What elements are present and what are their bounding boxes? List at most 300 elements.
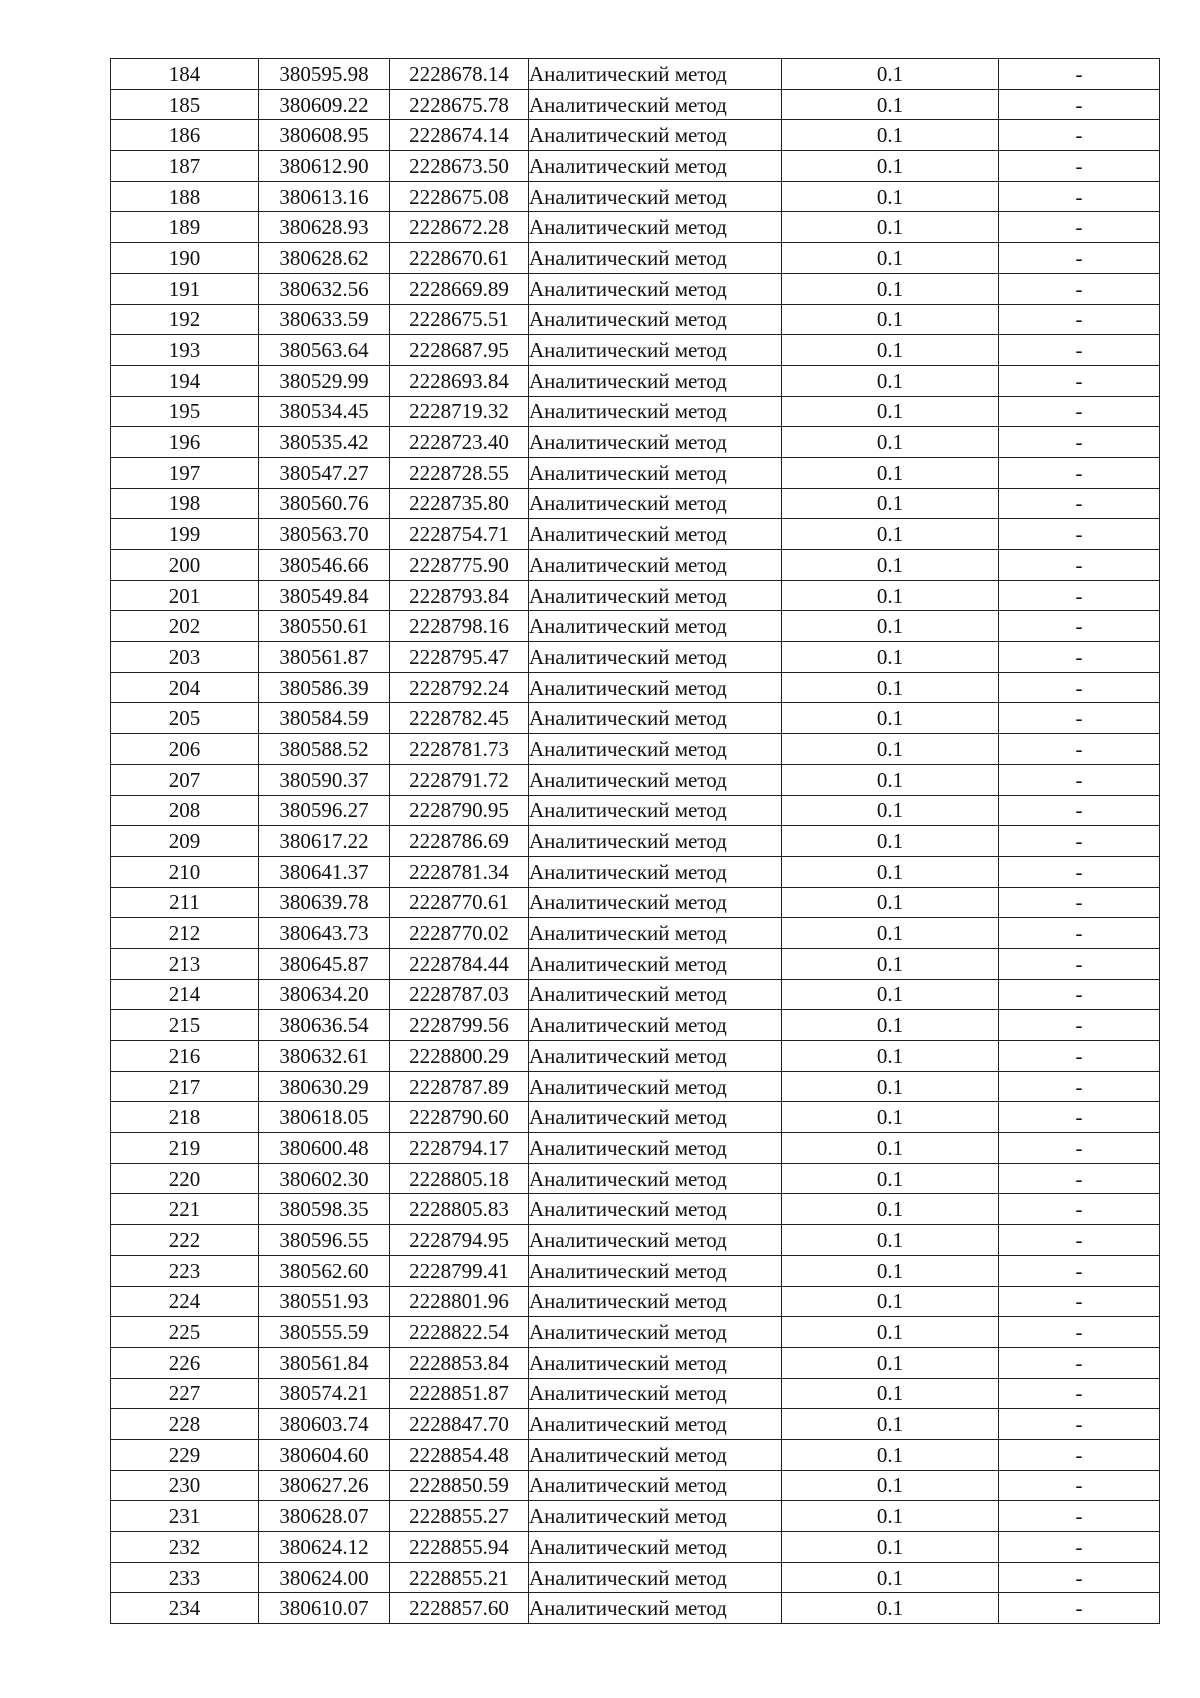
- x-coordinate-cell: 380561.87: [259, 642, 390, 673]
- point-number-cell: 228: [111, 1409, 259, 1440]
- table-row: [111, 1010, 1160, 1041]
- y-coordinate-cell: 2228787.89: [390, 1071, 529, 1102]
- x-coordinate-cell: 380550.61: [259, 611, 390, 642]
- description-cell: -: [999, 212, 1160, 243]
- x-coordinate-cell: 380633.59: [259, 304, 390, 335]
- x-coordinate-cell: 380534.45: [259, 396, 390, 427]
- x-coordinate-cell: 380604.60: [259, 1439, 390, 1470]
- y-coordinate-cell: 2228792.24: [390, 672, 529, 703]
- description-cell: -: [999, 611, 1160, 642]
- method-cell: Аналитический метод: [529, 948, 782, 979]
- description-cell: -: [999, 1041, 1160, 1072]
- table-row: [111, 335, 1160, 366]
- x-coordinate-cell: 380561.84: [259, 1347, 390, 1378]
- x-coordinate-cell: 380555.59: [259, 1317, 390, 1348]
- method-cell: Аналитический метод: [529, 181, 782, 212]
- y-coordinate-cell: 2228775.90: [390, 550, 529, 581]
- y-coordinate-cell: 2228795.47: [390, 642, 529, 673]
- point-number-cell: 206: [111, 734, 259, 765]
- y-coordinate-cell: 2228675.78: [390, 89, 529, 120]
- x-coordinate-cell: 380627.26: [259, 1470, 390, 1501]
- accuracy-cell: 0.1: [782, 1378, 999, 1409]
- table-row: [111, 1286, 1160, 1317]
- table-row: [111, 979, 1160, 1010]
- x-coordinate-cell: 380551.93: [259, 1286, 390, 1317]
- table-row: [111, 1163, 1160, 1194]
- table-row: [111, 365, 1160, 396]
- accuracy-cell: 0.1: [782, 1163, 999, 1194]
- method-cell: Аналитический метод: [529, 1071, 782, 1102]
- accuracy-cell: 0.1: [782, 1133, 999, 1164]
- point-number-cell: 202: [111, 611, 259, 642]
- method-cell: Аналитический метод: [529, 335, 782, 366]
- table-row: [111, 1378, 1160, 1409]
- table-row: [111, 1439, 1160, 1470]
- description-cell: -: [999, 151, 1160, 182]
- x-coordinate-cell: 380535.42: [259, 427, 390, 458]
- accuracy-cell: 0.1: [782, 642, 999, 673]
- description-cell: -: [999, 703, 1160, 734]
- accuracy-cell: 0.1: [782, 1010, 999, 1041]
- method-cell: Аналитический метод: [529, 1010, 782, 1041]
- accuracy-cell: 0.1: [782, 1409, 999, 1440]
- point-number-cell: 207: [111, 764, 259, 795]
- description-cell: -: [999, 1194, 1160, 1225]
- y-coordinate-cell: 2228687.95: [390, 335, 529, 366]
- y-coordinate-cell: 2228799.41: [390, 1255, 529, 1286]
- method-cell: Аналитический метод: [529, 1286, 782, 1317]
- method-cell: Аналитический метод: [529, 1501, 782, 1532]
- method-cell: Аналитический метод: [529, 918, 782, 949]
- y-coordinate-cell: 2228719.32: [390, 396, 529, 427]
- accuracy-cell: 0.1: [782, 1225, 999, 1256]
- method-cell: Аналитический метод: [529, 795, 782, 826]
- accuracy-cell: 0.1: [782, 519, 999, 550]
- y-coordinate-cell: 2228675.08: [390, 181, 529, 212]
- point-number-cell: 201: [111, 580, 259, 611]
- point-number-cell: 197: [111, 457, 259, 488]
- y-coordinate-cell: 2228851.87: [390, 1378, 529, 1409]
- table-row: [111, 457, 1160, 488]
- accuracy-cell: 0.1: [782, 1501, 999, 1532]
- description-cell: -: [999, 273, 1160, 304]
- description-cell: -: [999, 519, 1160, 550]
- table-row: [111, 120, 1160, 151]
- accuracy-cell: 0.1: [782, 427, 999, 458]
- x-coordinate-cell: 380645.87: [259, 948, 390, 979]
- description-cell: -: [999, 948, 1160, 979]
- y-coordinate-cell: 2228822.54: [390, 1317, 529, 1348]
- description-cell: -: [999, 1409, 1160, 1440]
- point-number-cell: 192: [111, 304, 259, 335]
- method-cell: Аналитический метод: [529, 703, 782, 734]
- table-row: [111, 243, 1160, 274]
- method-cell: Аналитический метод: [529, 642, 782, 673]
- method-cell: Аналитический метод: [529, 764, 782, 795]
- y-coordinate-cell: 2228672.28: [390, 212, 529, 243]
- method-cell: Аналитический метод: [529, 672, 782, 703]
- y-coordinate-cell: 2228674.14: [390, 120, 529, 151]
- method-cell: Аналитический метод: [529, 611, 782, 642]
- accuracy-cell: 0.1: [782, 948, 999, 979]
- table-row: [111, 427, 1160, 458]
- x-coordinate-cell: 380590.37: [259, 764, 390, 795]
- x-coordinate-cell: 380588.52: [259, 734, 390, 765]
- table-row: [111, 1347, 1160, 1378]
- method-cell: Аналитический метод: [529, 580, 782, 611]
- table-row: [111, 151, 1160, 182]
- accuracy-cell: 0.1: [782, 1347, 999, 1378]
- point-number-cell: 199: [111, 519, 259, 550]
- description-cell: -: [999, 1133, 1160, 1164]
- method-cell: Аналитический метод: [529, 273, 782, 304]
- table-row: [111, 764, 1160, 795]
- point-number-cell: 210: [111, 856, 259, 887]
- x-coordinate-cell: 380632.56: [259, 273, 390, 304]
- accuracy-cell: 0.1: [782, 979, 999, 1010]
- x-coordinate-cell: 380634.20: [259, 979, 390, 1010]
- x-coordinate-cell: 380596.27: [259, 795, 390, 826]
- accuracy-cell: 0.1: [782, 1593, 999, 1624]
- y-coordinate-cell: 2228805.18: [390, 1163, 529, 1194]
- method-cell: Аналитический метод: [529, 1562, 782, 1593]
- y-coordinate-cell: 2228855.94: [390, 1532, 529, 1563]
- method-cell: Аналитический метод: [529, 151, 782, 182]
- method-cell: Аналитический метод: [529, 856, 782, 887]
- x-coordinate-cell: 380610.07: [259, 1593, 390, 1624]
- accuracy-cell: 0.1: [782, 1439, 999, 1470]
- x-coordinate-cell: 380639.78: [259, 887, 390, 918]
- method-cell: Аналитический метод: [529, 1439, 782, 1470]
- table-row: [111, 1255, 1160, 1286]
- method-cell: Аналитический метод: [529, 59, 782, 90]
- accuracy-cell: 0.1: [782, 396, 999, 427]
- accuracy-cell: 0.1: [782, 212, 999, 243]
- x-coordinate-cell: 380586.39: [259, 672, 390, 703]
- description-cell: -: [999, 1532, 1160, 1563]
- point-number-cell: 232: [111, 1532, 259, 1563]
- table-row: [111, 703, 1160, 734]
- x-coordinate-cell: 380618.05: [259, 1102, 390, 1133]
- method-cell: Аналитический метод: [529, 1255, 782, 1286]
- description-cell: -: [999, 1593, 1160, 1624]
- point-number-cell: 212: [111, 918, 259, 949]
- table-row: [111, 1102, 1160, 1133]
- method-cell: Аналитический метод: [529, 1593, 782, 1624]
- x-coordinate-cell: 380612.90: [259, 151, 390, 182]
- point-number-cell: 215: [111, 1010, 259, 1041]
- point-number-cell: 220: [111, 1163, 259, 1194]
- description-cell: -: [999, 1501, 1160, 1532]
- y-coordinate-cell: 2228675.51: [390, 304, 529, 335]
- accuracy-cell: 0.1: [782, 1194, 999, 1225]
- x-coordinate-cell: 380643.73: [259, 918, 390, 949]
- method-cell: Аналитический метод: [529, 304, 782, 335]
- y-coordinate-cell: 2228850.59: [390, 1470, 529, 1501]
- method-cell: Аналитический метод: [529, 396, 782, 427]
- description-cell: -: [999, 1071, 1160, 1102]
- description-cell: -: [999, 488, 1160, 519]
- x-coordinate-cell: 380613.16: [259, 181, 390, 212]
- table-row: [111, 1225, 1160, 1256]
- method-cell: Аналитический метод: [529, 1102, 782, 1133]
- method-cell: Аналитический метод: [529, 1470, 782, 1501]
- table-row: [111, 396, 1160, 427]
- point-number-cell: 224: [111, 1286, 259, 1317]
- accuracy-cell: 0.1: [782, 365, 999, 396]
- table-row: [111, 1593, 1160, 1624]
- description-cell: -: [999, 1470, 1160, 1501]
- method-cell: Аналитический метод: [529, 550, 782, 581]
- description-cell: -: [999, 59, 1160, 90]
- table-row: [111, 1071, 1160, 1102]
- table-row: [111, 734, 1160, 765]
- y-coordinate-cell: 2228784.44: [390, 948, 529, 979]
- y-coordinate-cell: 2228786.69: [390, 826, 529, 857]
- point-number-cell: 190: [111, 243, 259, 274]
- method-cell: Аналитический метод: [529, 488, 782, 519]
- method-cell: Аналитический метод: [529, 457, 782, 488]
- point-number-cell: 204: [111, 672, 259, 703]
- coordinates-table: [110, 58, 1160, 1624]
- table-row: [111, 1470, 1160, 1501]
- description-cell: -: [999, 365, 1160, 396]
- point-number-cell: 217: [111, 1071, 259, 1102]
- y-coordinate-cell: 2228805.83: [390, 1194, 529, 1225]
- point-number-cell: 230: [111, 1470, 259, 1501]
- y-coordinate-cell: 2228790.60: [390, 1102, 529, 1133]
- point-number-cell: 221: [111, 1194, 259, 1225]
- point-number-cell: 205: [111, 703, 259, 734]
- description-cell: -: [999, 1439, 1160, 1470]
- point-number-cell: 233: [111, 1562, 259, 1593]
- accuracy-cell: 0.1: [782, 59, 999, 90]
- accuracy-cell: 0.1: [782, 826, 999, 857]
- y-coordinate-cell: 2228670.61: [390, 243, 529, 274]
- accuracy-cell: 0.1: [782, 856, 999, 887]
- method-cell: Аналитический метод: [529, 1409, 782, 1440]
- accuracy-cell: 0.1: [782, 918, 999, 949]
- table-row: [111, 1133, 1160, 1164]
- accuracy-cell: 0.1: [782, 1562, 999, 1593]
- point-number-cell: 203: [111, 642, 259, 673]
- description-cell: -: [999, 580, 1160, 611]
- point-number-cell: 226: [111, 1347, 259, 1378]
- table-row: [111, 672, 1160, 703]
- method-cell: Аналитический метод: [529, 1532, 782, 1563]
- method-cell: Аналитический метод: [529, 243, 782, 274]
- description-cell: -: [999, 734, 1160, 765]
- point-number-cell: 231: [111, 1501, 259, 1532]
- accuracy-cell: 0.1: [782, 243, 999, 274]
- table-row: [111, 795, 1160, 826]
- point-number-cell: 227: [111, 1378, 259, 1409]
- accuracy-cell: 0.1: [782, 1071, 999, 1102]
- y-coordinate-cell: 2228790.95: [390, 795, 529, 826]
- x-coordinate-cell: 380547.27: [259, 457, 390, 488]
- method-cell: Аналитический метод: [529, 519, 782, 550]
- method-cell: Аналитический метод: [529, 120, 782, 151]
- accuracy-cell: 0.1: [782, 1286, 999, 1317]
- y-coordinate-cell: 2228678.14: [390, 59, 529, 90]
- accuracy-cell: 0.1: [782, 1470, 999, 1501]
- table-row: [111, 488, 1160, 519]
- y-coordinate-cell: 2228854.48: [390, 1439, 529, 1470]
- table-row: [111, 519, 1160, 550]
- accuracy-cell: 0.1: [782, 580, 999, 611]
- accuracy-cell: 0.1: [782, 335, 999, 366]
- description-cell: -: [999, 304, 1160, 335]
- accuracy-cell: 0.1: [782, 151, 999, 182]
- description-cell: -: [999, 1163, 1160, 1194]
- x-coordinate-cell: 380529.99: [259, 365, 390, 396]
- y-coordinate-cell: 2228847.70: [390, 1409, 529, 1440]
- y-coordinate-cell: 2228853.84: [390, 1347, 529, 1378]
- point-number-cell: 234: [111, 1593, 259, 1624]
- y-coordinate-cell: 2228787.03: [390, 979, 529, 1010]
- description-cell: -: [999, 89, 1160, 120]
- point-number-cell: 196: [111, 427, 259, 458]
- accuracy-cell: 0.1: [782, 734, 999, 765]
- description-cell: -: [999, 1378, 1160, 1409]
- x-coordinate-cell: 380598.35: [259, 1194, 390, 1225]
- table-row: [111, 826, 1160, 857]
- x-coordinate-cell: 380562.60: [259, 1255, 390, 1286]
- table-row: [111, 59, 1160, 90]
- accuracy-cell: 0.1: [782, 795, 999, 826]
- point-number-cell: 211: [111, 887, 259, 918]
- y-coordinate-cell: 2228800.29: [390, 1041, 529, 1072]
- x-coordinate-cell: 380584.59: [259, 703, 390, 734]
- method-cell: Аналитический метод: [529, 1194, 782, 1225]
- x-coordinate-cell: 380603.74: [259, 1409, 390, 1440]
- table-row: [111, 181, 1160, 212]
- y-coordinate-cell: 2228855.27: [390, 1501, 529, 1532]
- method-cell: Аналитический метод: [529, 887, 782, 918]
- table-row: [111, 304, 1160, 335]
- x-coordinate-cell: 380549.84: [259, 580, 390, 611]
- point-number-cell: 195: [111, 396, 259, 427]
- point-number-cell: 193: [111, 335, 259, 366]
- x-coordinate-cell: 380636.54: [259, 1010, 390, 1041]
- point-number-cell: 222: [111, 1225, 259, 1256]
- x-coordinate-cell: 380624.12: [259, 1532, 390, 1563]
- description-cell: -: [999, 1286, 1160, 1317]
- table-row: [111, 611, 1160, 642]
- point-number-cell: 209: [111, 826, 259, 857]
- x-coordinate-cell: 380563.70: [259, 519, 390, 550]
- point-number-cell: 189: [111, 212, 259, 243]
- x-coordinate-cell: 380602.30: [259, 1163, 390, 1194]
- description-cell: -: [999, 1225, 1160, 1256]
- y-coordinate-cell: 2228793.84: [390, 580, 529, 611]
- description-cell: -: [999, 427, 1160, 458]
- accuracy-cell: 0.1: [782, 1532, 999, 1563]
- method-cell: Аналитический метод: [529, 89, 782, 120]
- y-coordinate-cell: 2228794.95: [390, 1225, 529, 1256]
- point-number-cell: 229: [111, 1439, 259, 1470]
- x-coordinate-cell: 380628.62: [259, 243, 390, 274]
- table-row: [111, 1041, 1160, 1072]
- table-row: [111, 948, 1160, 979]
- method-cell: Аналитический метод: [529, 212, 782, 243]
- x-coordinate-cell: 380632.61: [259, 1041, 390, 1072]
- accuracy-cell: 0.1: [782, 887, 999, 918]
- table-row: [111, 1562, 1160, 1593]
- x-coordinate-cell: 380563.64: [259, 335, 390, 366]
- coordinates-table-body: [111, 59, 1160, 1624]
- method-cell: Аналитический метод: [529, 1133, 782, 1164]
- accuracy-cell: 0.1: [782, 1041, 999, 1072]
- y-coordinate-cell: 2228794.17: [390, 1133, 529, 1164]
- description-cell: -: [999, 1347, 1160, 1378]
- x-coordinate-cell: 380608.95: [259, 120, 390, 151]
- x-coordinate-cell: 380609.22: [259, 89, 390, 120]
- x-coordinate-cell: 380628.93: [259, 212, 390, 243]
- point-number-cell: 188: [111, 181, 259, 212]
- x-coordinate-cell: 380628.07: [259, 1501, 390, 1532]
- method-cell: Аналитический метод: [529, 734, 782, 765]
- description-cell: -: [999, 550, 1160, 581]
- y-coordinate-cell: 2228669.89: [390, 273, 529, 304]
- point-number-cell: 191: [111, 273, 259, 304]
- table-row: [111, 856, 1160, 887]
- method-cell: Аналитический метод: [529, 1347, 782, 1378]
- point-number-cell: 219: [111, 1133, 259, 1164]
- table-row: [111, 212, 1160, 243]
- description-cell: -: [999, 887, 1160, 918]
- point-number-cell: 216: [111, 1041, 259, 1072]
- accuracy-cell: 0.1: [782, 181, 999, 212]
- table-row: [111, 550, 1160, 581]
- y-coordinate-cell: 2228693.84: [390, 365, 529, 396]
- description-cell: -: [999, 672, 1160, 703]
- y-coordinate-cell: 2228782.45: [390, 703, 529, 734]
- description-cell: -: [999, 918, 1160, 949]
- description-cell: -: [999, 1562, 1160, 1593]
- y-coordinate-cell: 2228781.34: [390, 856, 529, 887]
- accuracy-cell: 0.1: [782, 273, 999, 304]
- x-coordinate-cell: 380546.66: [259, 550, 390, 581]
- accuracy-cell: 0.1: [782, 550, 999, 581]
- description-cell: -: [999, 1255, 1160, 1286]
- y-coordinate-cell: 2228855.21: [390, 1562, 529, 1593]
- x-coordinate-cell: 380595.98: [259, 59, 390, 90]
- description-cell: -: [999, 335, 1160, 366]
- method-cell: Аналитический метод: [529, 1041, 782, 1072]
- accuracy-cell: 0.1: [782, 703, 999, 734]
- y-coordinate-cell: 2228781.73: [390, 734, 529, 765]
- point-number-cell: 214: [111, 979, 259, 1010]
- table-row: [111, 1409, 1160, 1440]
- point-number-cell: 186: [111, 120, 259, 151]
- accuracy-cell: 0.1: [782, 457, 999, 488]
- table-row: [111, 580, 1160, 611]
- x-coordinate-cell: 380630.29: [259, 1071, 390, 1102]
- description-cell: -: [999, 243, 1160, 274]
- accuracy-cell: 0.1: [782, 304, 999, 335]
- method-cell: Аналитический метод: [529, 826, 782, 857]
- method-cell: Аналитический метод: [529, 979, 782, 1010]
- y-coordinate-cell: 2228798.16: [390, 611, 529, 642]
- point-number-cell: 213: [111, 948, 259, 979]
- accuracy-cell: 0.1: [782, 1102, 999, 1133]
- description-cell: -: [999, 795, 1160, 826]
- method-cell: Аналитический метод: [529, 1378, 782, 1409]
- point-number-cell: 200: [111, 550, 259, 581]
- method-cell: Аналитический метод: [529, 1225, 782, 1256]
- table-row: [111, 89, 1160, 120]
